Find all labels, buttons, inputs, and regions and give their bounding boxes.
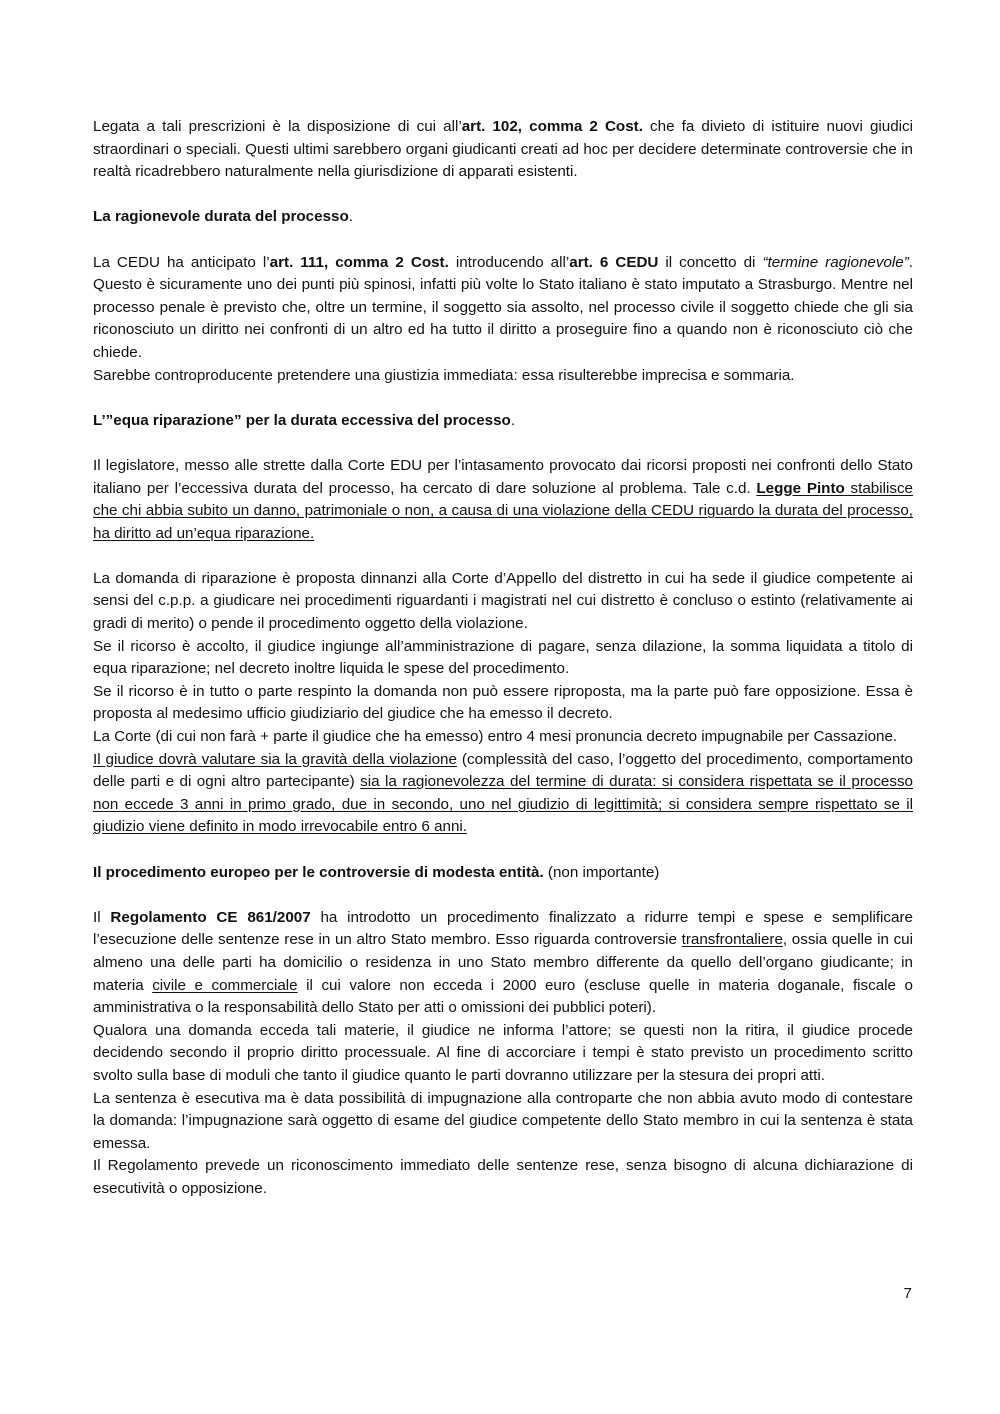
text-run: Qualora una domanda ecceda tali materie, il giudice ne informa l’attore; se questi non la ritira, il giudice procede decidendo secondo il proprio diritto processuale. Al fine di accorciare i tempi è stato previsto un procedimento scritto svolto sulla base di moduli che tanto il giudice quanto le parti dovranno utilizzare per la stesura dei propri atti. bbox=[93, 1021, 913, 1084]
text-run: ha introdotto un procedimento finalizzato a ridurre tempi e spese e semplificare l’esecuzione delle sentenze rese in un altro Stato membro. Esso riguarda controversie bbox=[93, 908, 913, 949]
section-heading bbox=[93, 862, 913, 885]
text-run: “termine ragionevole” bbox=[762, 253, 909, 271]
paragraph bbox=[93, 726, 913, 749]
page-number: 7 bbox=[903, 1285, 912, 1302]
text-run: art. 6 CEDU bbox=[569, 253, 659, 271]
text-run: Regolamento CE 861/2007 bbox=[110, 908, 311, 926]
text-run: . bbox=[348, 208, 353, 226]
text-run: art. 102, comma 2 Cost. bbox=[461, 118, 643, 135]
text-run: La domanda di riparazione è proposta dinnanzi alla Corte d’Appello del distretto in cui ha sede il giudice competente ai sensi del c.p.p. a giudicare nei procedimenti riguardanti i magistrati nel cui distretto è concluso o estinto (relativamente ai gradi di merito) o pende il procedimento oggetto della violazione. bbox=[93, 569, 913, 633]
text-run: Legata a tali prescrizioni è la disposizione di cui all’ bbox=[93, 118, 462, 135]
paragraph bbox=[93, 1020, 913, 1088]
text-run: stabilisce che chi abbia subito un danno, patrimoniale o non, a causa di una violazione della CEDU riguardo la durata del processo, ha diritto ad un’equa riparazione. bbox=[93, 479, 914, 542]
paragraph-spacer bbox=[93, 545, 913, 568]
paragraph-spacer bbox=[93, 387, 913, 410]
paragraph bbox=[93, 365, 913, 388]
text-run: La sentenza è esecutiva ma è data possibilità di impugnazione alla controparte che non abbia avuto modo di contestare la domanda: l’impugnazione sarà oggetto di esame del giudice competente dello Stato membro in cui la sentenza è stata emessa. bbox=[93, 1089, 913, 1152]
text-run: sia la ragionevolezza del termine di durata: si considera rispettata se il processo non eccede 3 anni in primo grado, due in secondo, uno nel giudizio di legittimità; si considera sempre rispettato se il giudizio viene definito in modo irrevocabile entro 6 anni. bbox=[93, 773, 914, 836]
text-run: Il giudice dovrà valutare sia la gravità della violazione bbox=[93, 750, 457, 768]
text-run: Il bbox=[93, 908, 111, 926]
text-run: civile e commerciale bbox=[152, 976, 298, 994]
text-run: Se il ricorso è accolto, il giudice ingiunge all’amministrazione di pagare, senza dilazione, la somma liquidata a titolo di equa riparazione; nel decreto inoltre liquida le spese del procedimento. bbox=[93, 637, 913, 678]
paragraph bbox=[93, 252, 913, 365]
paragraph-spacer bbox=[93, 432, 913, 455]
text-run: Il Regolamento prevede un riconoscimento immediato delle sentenze rese, senza bisogno di alcuna dichiarazione di esecutività o opposizione. bbox=[93, 1157, 913, 1197]
text-run: art. 111, comma 2 Cost. bbox=[269, 253, 449, 271]
text-run: il concetto di bbox=[658, 253, 763, 271]
paragraph-spacer bbox=[93, 884, 913, 907]
text-run: il cui valore non ecceda i 2000 euro (escluse quelle in materia doganale, fiscale o amministrativa o la responsabilità dello Stato per atti o omissioni dei pubblici poteri). bbox=[93, 976, 913, 1017]
text-run: Legge Pinto bbox=[756, 479, 845, 497]
text-run: Il procedimento europeo per le controversie di modesta entità. bbox=[93, 863, 544, 881]
paragraph bbox=[93, 568, 913, 636]
text-run: La ragionevole durata del processo bbox=[93, 208, 349, 226]
text-run: (non importante) bbox=[543, 863, 660, 881]
paragraph bbox=[93, 636, 913, 681]
text-run: (complessità del caso, l’oggetto del procedimento, comportamento delle parti e di ogni altro partecipante) bbox=[93, 750, 913, 791]
section-heading bbox=[93, 410, 913, 433]
text-run: che fa divieto di istituire nuovi giudici straordinari o speciali. Questi ultimi sarebbero organi giudicanti creati ad hoc per decidere determinate controversie che in realtà ricadrebbero naturalmente nella giurisdizione di apparati esistenti. bbox=[93, 118, 913, 181]
paragraph bbox=[93, 1088, 913, 1156]
paragraph-spacer bbox=[93, 839, 913, 862]
text-run: introducendo all’ bbox=[448, 253, 570, 271]
document-body bbox=[93, 116, 913, 1201]
paragraph bbox=[93, 907, 913, 1020]
paragraph bbox=[93, 455, 913, 545]
text-run: Se il ricorso è in tutto o parte respinto la domanda non può essere riproposta, ma la parte può fare opposizione. Essa è proposta al medesimo ufficio giudiziario del giudice che ha emesso il decreto. bbox=[93, 682, 913, 723]
section-heading bbox=[93, 206, 913, 229]
text-run: , ossia quelle in cui almeno una delle parti ha domicilio o residenza in uno Stato membro differente da quello dell’organo giudicante; in materia bbox=[93, 931, 913, 994]
text-run: . Questo è sicuramente uno dei punti più spinosi, infatti più volte lo Stato italiano è stato imputato a Strasburgo. Mentre nel processo penale è previsto che, oltre un termine, il soggetto sia assolto, nel processo civile il soggetto chiede che gli sia riconosciuto un diritto nei confronti di un altro ed ha tutto il diritto a proseguire fino a quando non è riconosciuto ciò che chiede. bbox=[93, 253, 913, 361]
text-run: L’”equa riparazione” per la durata eccessiva del processo bbox=[93, 411, 511, 429]
text-run: Il legislatore, messo alle strette dalla Corte EDU per l’intasamento provocato dai ricorsi proposti nei confronti dello Stato italiano per l’eccessiva durata del processo, ha cercato di dare soluzione al problema. Tale c.d. bbox=[93, 456, 913, 497]
paragraph bbox=[93, 749, 913, 839]
paragraph-spacer bbox=[93, 229, 913, 252]
text-run: Sarebbe controproducente pretendere una giustizia immediata: essa risulterebbe imprecisa e sommaria. bbox=[93, 366, 795, 384]
paragraph bbox=[93, 1155, 913, 1200]
text-run: La CEDU ha anticipato l’ bbox=[93, 253, 270, 271]
text-run: transfrontaliere bbox=[681, 931, 783, 949]
paragraph bbox=[93, 681, 913, 726]
text-run: La Corte (di cui non farà + parte il giudice che ha emesso) entro 4 mesi pronuncia decreto impugnabile per Cassazione. bbox=[93, 728, 898, 746]
paragraph-spacer bbox=[93, 184, 913, 207]
text-run: . bbox=[510, 411, 516, 429]
paragraph bbox=[93, 116, 913, 184]
